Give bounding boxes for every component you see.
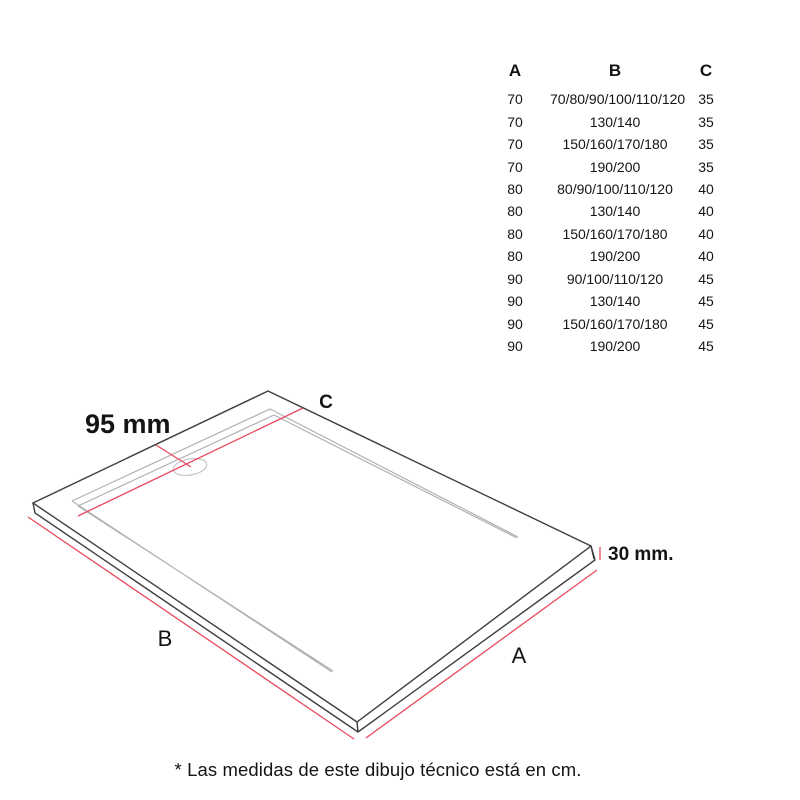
cell-dim-a: 70	[507, 113, 523, 130]
cell-dim-a: 80	[507, 225, 523, 242]
cell-dim-b: 150/160/170/180	[562, 136, 668, 153]
cell-dim-b: 190/200	[589, 248, 641, 265]
dim-line-side-a	[366, 570, 597, 738]
label-drain-offset: 95 mm	[85, 409, 171, 439]
footnote: * Las medidas de este dibujo técnico está en cm.	[174, 759, 582, 780]
cell-dim-a: 70	[507, 136, 523, 153]
tray-inner-rim-lines	[72, 409, 518, 672]
cell-dim-a: 70	[507, 158, 523, 175]
cell-dim-a: 90	[507, 338, 523, 355]
cell-dim-b: 190/200	[589, 338, 641, 355]
cell-dim-c: 45	[698, 338, 714, 355]
cell-dim-a: 80	[507, 203, 523, 220]
cell-dim-b: 90/100/110/120	[566, 270, 664, 287]
cell-dim-c: 45	[698, 293, 714, 310]
cell-dim-b: 130/140	[589, 293, 641, 310]
cell-dim-c: 40	[698, 203, 714, 220]
cell-dim-a: 90	[507, 270, 523, 287]
dim-line-side-b	[28, 517, 354, 739]
cell-dim-a: 80	[507, 180, 523, 197]
cell-dim-b: 80/90/100/110/120	[557, 180, 673, 197]
label-side-a: A	[511, 643, 527, 668]
cell-dim-a: 80	[507, 248, 523, 265]
cell-dim-c: 45	[698, 270, 714, 287]
cell-dim-c: 35	[698, 136, 714, 153]
cell-dim-c: 40	[698, 248, 714, 265]
col-header-c: C	[699, 61, 713, 80]
cell-dim-c: 45	[698, 315, 714, 332]
cell-dim-b: 70/80/90/100/110/120	[550, 91, 686, 108]
tray-top-face	[33, 391, 591, 722]
cell-dim-b: 150/160/170/180	[562, 315, 668, 332]
cell-dim-b: 190/200	[589, 158, 641, 175]
cell-dim-c: 35	[698, 91, 714, 108]
cell-dim-b: 150/160/170/180	[562, 225, 668, 242]
col-header-a: A	[508, 61, 522, 80]
cell-dim-c: 35	[698, 158, 714, 175]
label-side-b: B	[157, 626, 173, 651]
cell-dim-c: 35	[698, 113, 714, 130]
label-side-c: C	[319, 392, 333, 413]
cell-dim-c: 40	[698, 225, 714, 242]
cell-dim-c: 40	[698, 180, 714, 197]
cell-dim-a: 90	[507, 293, 523, 310]
cell-dim-a: 70	[507, 91, 523, 108]
cell-dim-b: 130/140	[589, 203, 641, 220]
label-thickness: 30 mm.	[608, 544, 674, 565]
cell-dim-b: 130/140	[589, 113, 641, 130]
col-header-b: B	[608, 61, 622, 80]
tray-side-faces	[33, 503, 595, 732]
cell-dim-a: 90	[507, 315, 523, 332]
